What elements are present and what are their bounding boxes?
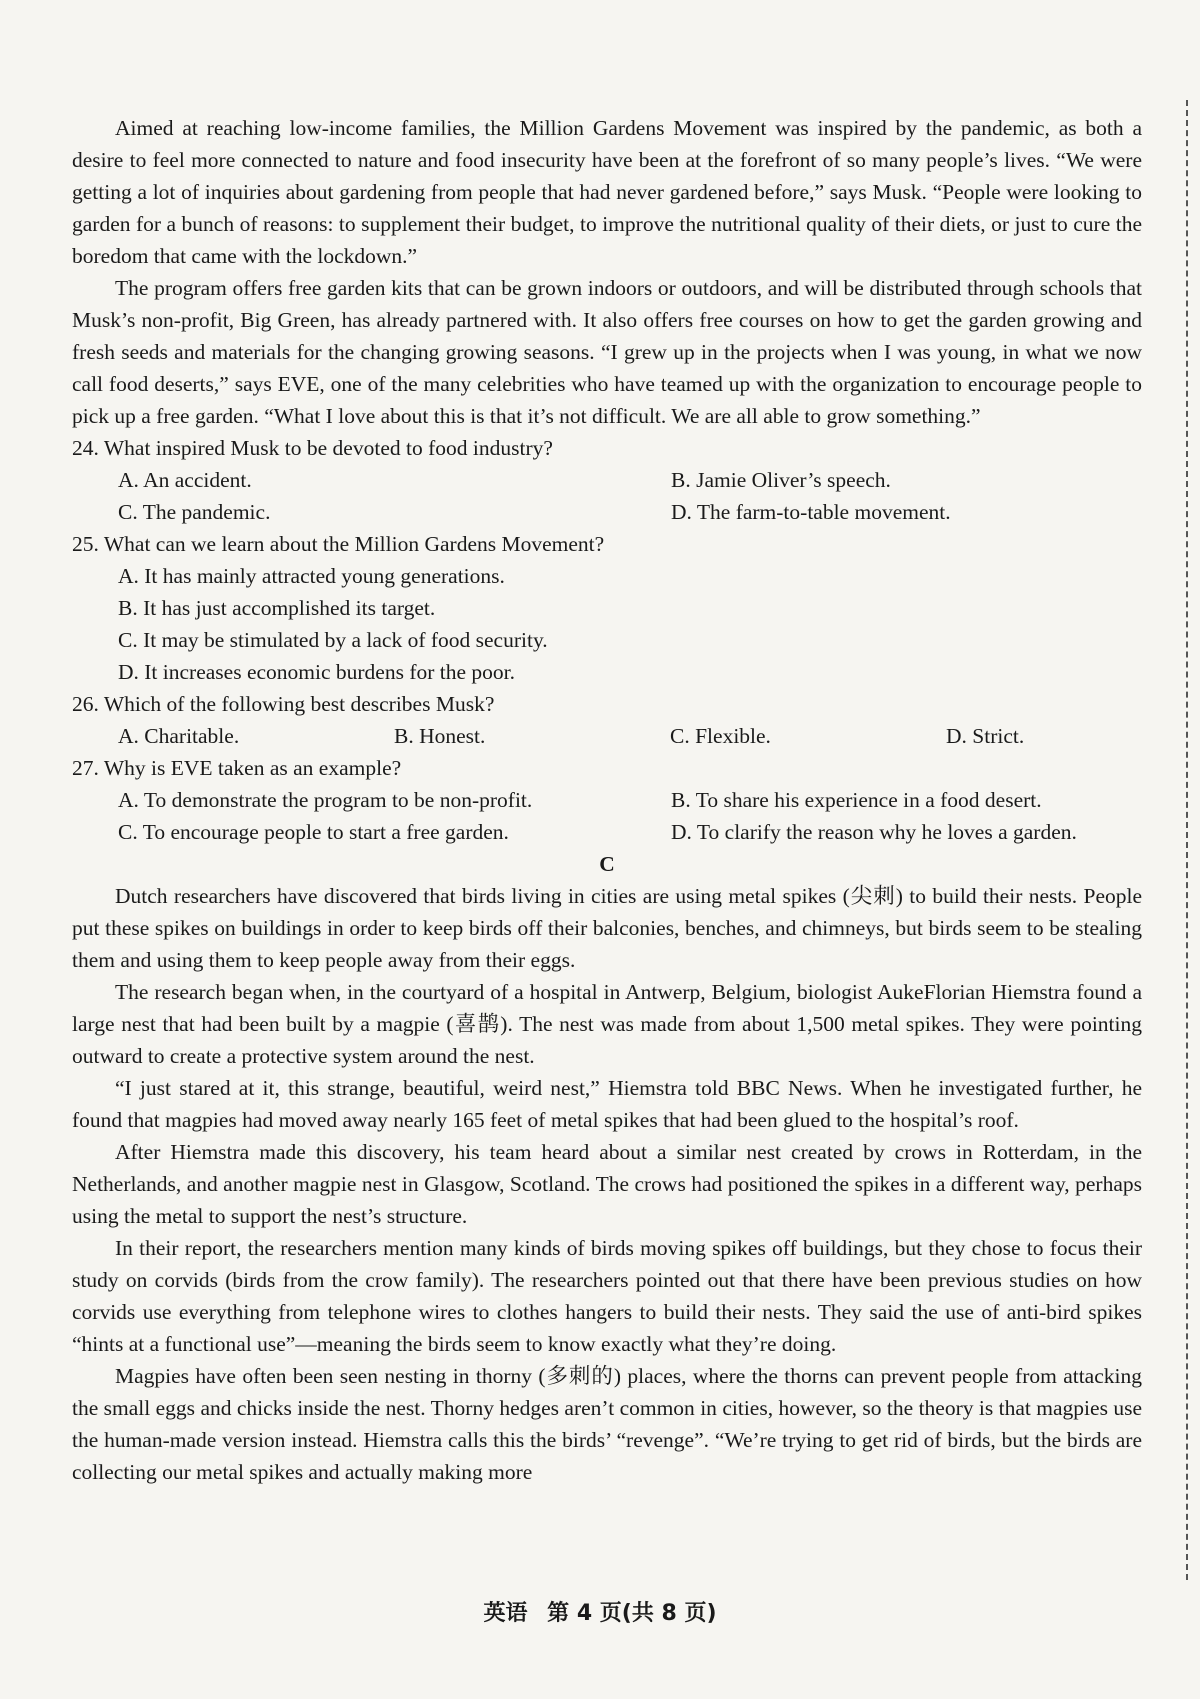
option: A. To demonstrate the program to be non-profit. — [118, 788, 533, 812]
question-options — [118, 560, 1142, 688]
option: C. The pandemic. — [118, 500, 271, 524]
footer-page-number: 第 4 页(共 8 页) — [547, 1601, 717, 1626]
option: B. Honest. — [394, 724, 486, 748]
exam-page — [72, 112, 1142, 1488]
option: C. Flexible. — [670, 724, 771, 748]
passage-paragraph: In their report, the researchers mention many kinds of birds moving spikes off buildings, but they chose to focus their study on corvids (birds from the crow family). The researchers pointed out that there have been previous studies on how corvids use everything from telephone wires to clothes hangers to build their nests. They said the use of anti-bird spikes “hints at a functional use”—meaning the birds seem to know exactly what they’re doing. — [72, 1236, 1142, 1356]
option: D. It increases economic burdens for the poor. — [118, 660, 516, 684]
question-stem: 25. What can we learn about the Million Gardens Movement? — [72, 532, 605, 556]
question-options — [118, 464, 1142, 528]
footer-subject: 英语 — [483, 1601, 528, 1626]
question-stem: 27. Why is EVE taken as an example? — [72, 756, 402, 780]
question-stem: 26. Which of the following best describes Musk? — [72, 692, 495, 716]
passage-paragraph: Magpies have often been seen nesting in thorny (多刺的) places, where the thorns can prevent people from attacking the small eggs and chicks inside the nest. Thorny hedges aren’t common in cities, however, so the theory is that magpies use the human-made version instead. Hiemstra calls this the birds’ “revenge”. “We’re trying to get rid of birds, but the birds are collecting our metal spikes and actually making more — [72, 1364, 1142, 1484]
question-options — [118, 784, 1142, 848]
option: B. It has just accomplished its target. — [118, 596, 436, 620]
passage-paragraph: After Hiemstra made this discovery, his team heard about a similar nest created by crows in Rotterdam, in the Netherlands, and another magpie nest in Glasgow, Scotland. The crows had positioned the spikes in a different way, perhaps using the metal to support the nest’s structure. — [72, 1140, 1142, 1228]
passage-paragraph: Dutch researchers have discovered that birds living in cities are using metal spikes (尖刺) to build their nests. People put these spikes on buildings in order to keep birds off their balconies, benches, and chimneys, but birds seem to be stealing them and using them to keep people away from their eggs. — [72, 884, 1142, 972]
option: D. The farm-to-table movement. — [671, 500, 951, 524]
section-heading: C — [599, 852, 615, 876]
passage-paragraph: The program offers free garden kits that can be grown indoors or outdoors, and will be distributed through schools that Musk’s non-profit, Big Green, has already partnered with. It also offers free courses on how to get the garden growing and fresh seeds and materials for the changing growing seasons. “I grew up in the projects when I was young, in what we now call food deserts,” says EVE, one of the many celebrities who have teamed up with the organization to encourage people to pick up a free garden. “What I love about this is that it’s not difficult. We are all able to grow something.” — [72, 276, 1142, 428]
option: D. Strict. — [946, 724, 1025, 748]
page-footer — [0, 1596, 1200, 1627]
option: B. To share his experience in a food desert. — [671, 788, 1042, 812]
passage-paragraph: Aimed at reaching low-income families, the Million Gardens Movement was inspired by the pandemic, as both a desire to feel more connected to nature and food insecurity have been at the forefront of so many people’s lives. “We were getting a lot of inquiries about gardening from people that had never gardened before,” says Musk. “People were looking to garden for a bunch of reasons: to supplement their budget, to improve the nutritional quality of their diets, or just to cure the boredom that came with the lockdown.” — [72, 116, 1142, 268]
question-options — [118, 720, 1142, 752]
option: D. To clarify the reason why he loves a garden. — [671, 820, 1077, 844]
option: C. It may be stimulated by a lack of food security. — [118, 628, 548, 652]
passage-paragraph: The research began when, in the courtyard of a hospital in Antwerp, Belgium, biologist AukeFlorian Hiemstra found a large nest that had been built by a magpie (喜鹊). The nest was made from about 1,500 metal spikes. They were pointing outward to create a protective system around the nest. — [72, 980, 1142, 1068]
option: A. It has mainly attracted young generations. — [118, 564, 505, 588]
question-stem: 24. What inspired Musk to be devoted to food industry? — [72, 436, 553, 460]
option: C. To encourage people to start a free garden. — [118, 820, 509, 844]
option: A. An accident. — [118, 468, 252, 492]
passage-paragraph: “I just stared at it, this strange, beautiful, weird nest,” Hiemstra told BBC News. When he investigated further, he found that magpies had moved away nearly 165 feet of metal spikes that had been glued to the hospital’s roof. — [72, 1076, 1142, 1132]
option: B. Jamie Oliver’s speech. — [671, 468, 891, 492]
option: A. Charitable. — [118, 724, 240, 748]
